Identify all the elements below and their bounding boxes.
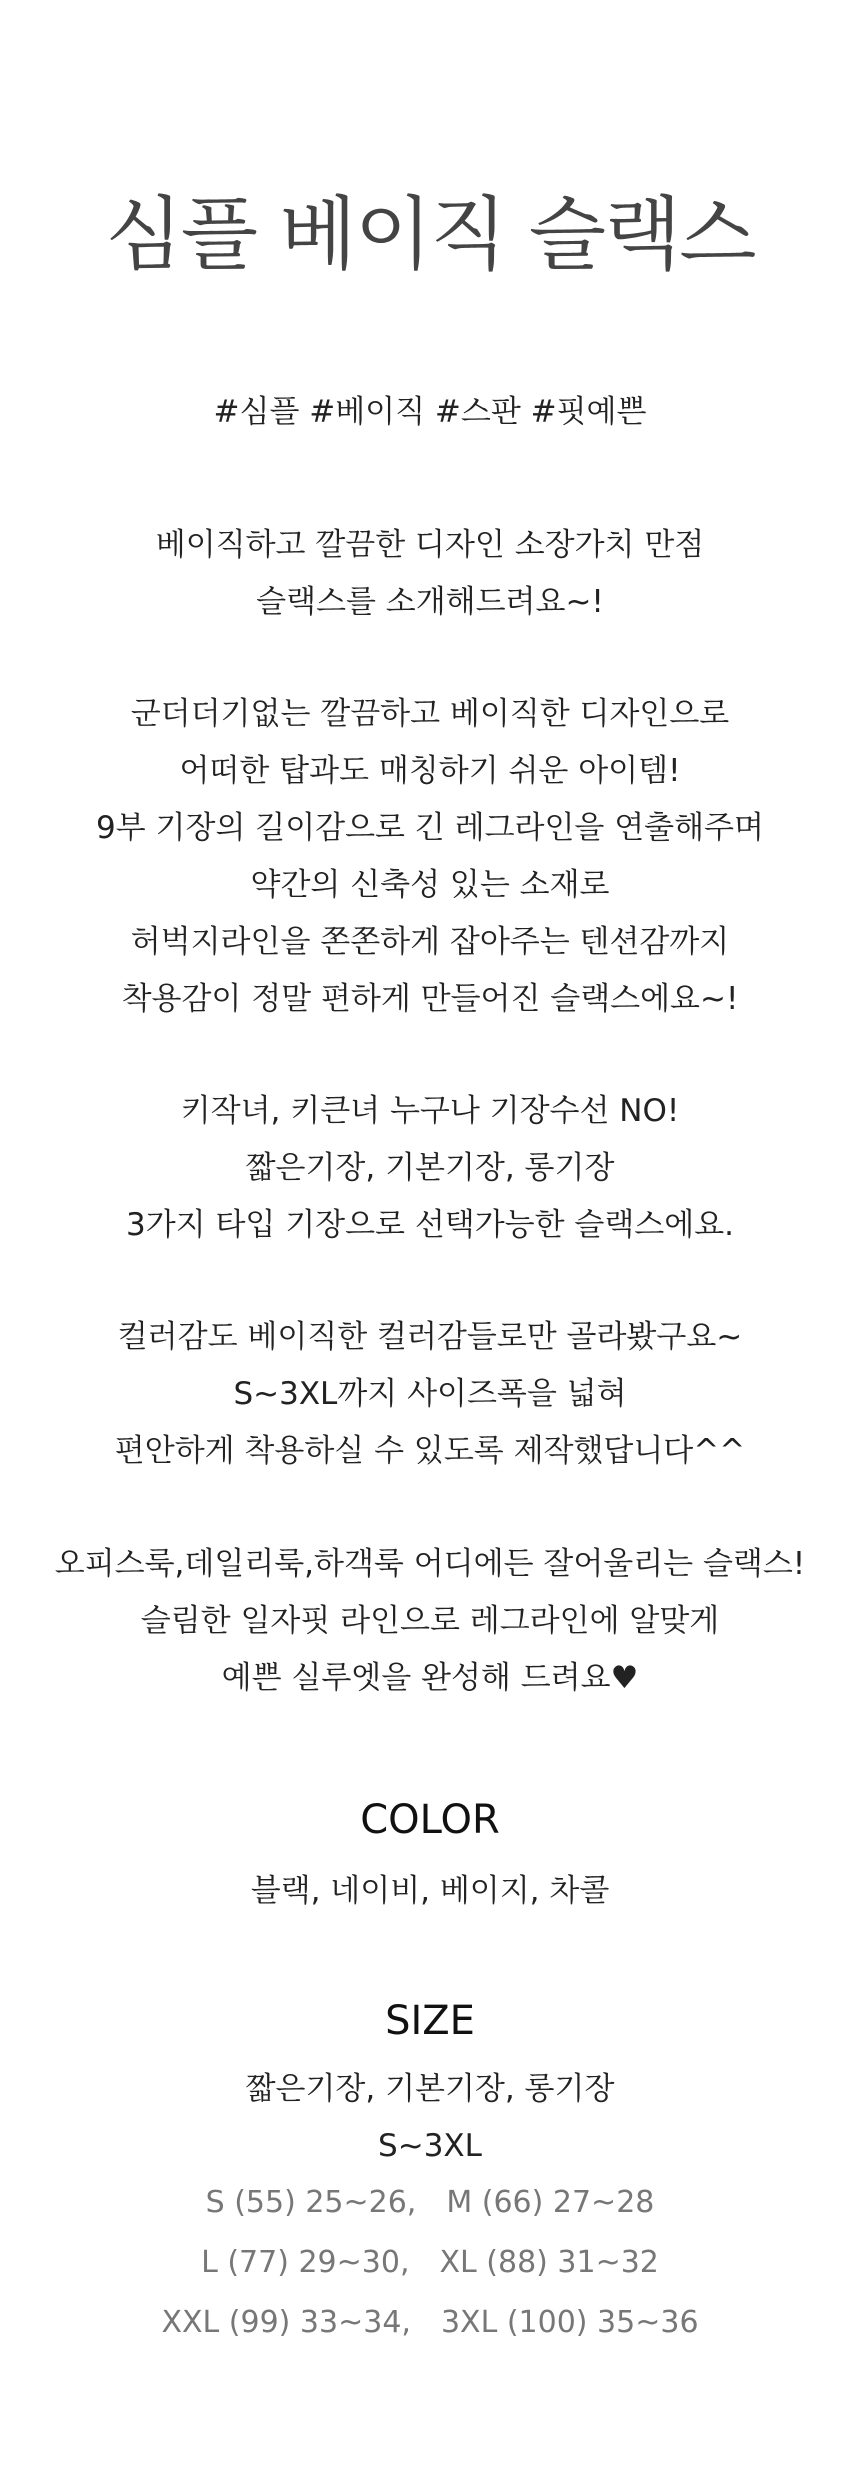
color-note-line: 편안하게 착용하실 수 있도록 제작했답니다^^ — [114, 1433, 746, 1469]
size-entry: XXL (99) 33~34, — [161, 2305, 411, 2340]
length-line: 키작녀, 키큰녀 누구나 기장수선 NO! — [180, 1093, 680, 1129]
color-note-paragraph — [0, 1309, 860, 1480]
features-paragraph — [0, 686, 860, 1028]
color-values-text: 블랙, 네이비, 베이지, 차콜 — [250, 1873, 610, 1909]
size-row — [0, 2173, 860, 2233]
features-line: 약간의 신축성 있는 소재로 — [250, 867, 610, 903]
color-note-line: S~3XL까지 사이즈폭을 넓혀 — [233, 1376, 627, 1412]
intro-line: 슬랙스를 소개해드려요~! — [256, 584, 604, 620]
styling-line: 슬림한 일자핏 라인으로 레그라인에 알맞게 — [140, 1603, 720, 1639]
length-line: 3가지 타입 기장으로 선택가능한 슬랙스에요. — [125, 1207, 735, 1243]
features-line: 착용감이 정말 편하게 만들어진 슬랙스에요~! — [121, 981, 739, 1017]
color-values-block — [0, 1863, 860, 1920]
size-range-text: S~3XL — [378, 2128, 482, 2164]
styling-line: 예쁜 실루엣을 완성해 드려요♥ — [221, 1660, 639, 1696]
features-line: 어떠한 탑과도 매칭하기 쉬운 아이템! — [179, 753, 681, 789]
color-note-line: 컬러감도 베이직한 컬러감들로만 골라봤구요~ — [117, 1319, 743, 1355]
intro-line: 베이직하고 깔끔한 디자인 소장가치 만점 — [155, 527, 705, 563]
styling-line: 오피스룩,데일리룩,하객룩 어디에든 잘어울리는 슬랙스! — [54, 1546, 806, 1582]
length-paragraph — [0, 1083, 860, 1254]
hashtags-text: #심플 #베이직 #스판 #핏예쁜 — [213, 394, 647, 430]
size-row — [0, 2293, 860, 2353]
size-values-block — [0, 2061, 860, 2175]
size-chart — [0, 2173, 860, 2353]
size-entry: L (77) 29~30, — [201, 2245, 410, 2280]
styling-paragraph — [0, 1536, 860, 1707]
features-line: 9부 기장의 길이감으로 긴 레그라인을 연출해주며 — [96, 810, 764, 846]
size-entry: M (66) 27~28 — [446, 2185, 655, 2220]
size-entry: 3XL (100) 35~36 — [440, 2305, 699, 2340]
intro-paragraph — [0, 517, 860, 631]
hashtags-block — [0, 384, 860, 441]
length-line: 짧은기장, 기본기장, 롱기장 — [245, 1150, 615, 1186]
size-lengths-text: 짧은기장, 기본기장, 롱기장 — [245, 2071, 615, 2107]
features-line: 군더더기없는 깔끔하고 베이직한 디자인으로 — [130, 696, 730, 732]
color-heading: COLOR — [360, 1797, 500, 1843]
size-row — [0, 2233, 860, 2293]
features-line: 허벅지라인을 쫀쫀하게 잡아주는 텐션감까지 — [130, 924, 730, 960]
product-title: 심플 베이직 슬랙스 — [105, 188, 755, 281]
size-heading: SIZE — [385, 1998, 475, 2044]
size-entry: XL (88) 31~32 — [439, 2245, 659, 2280]
size-entry: S (55) 25~26, — [205, 2185, 417, 2220]
